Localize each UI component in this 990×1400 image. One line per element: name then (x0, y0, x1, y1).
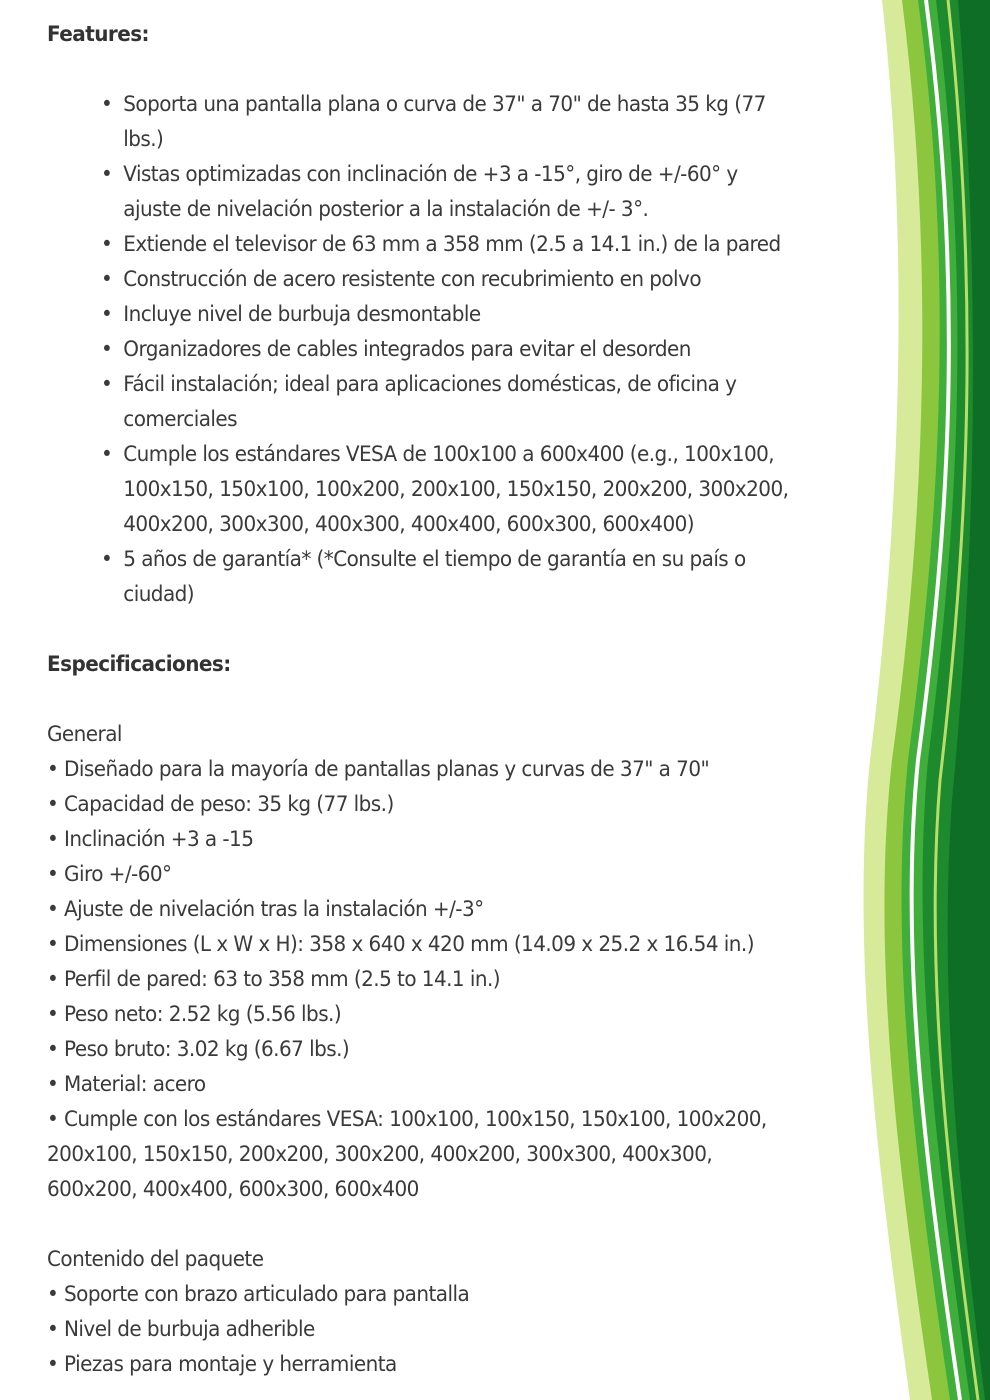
spacer (47, 682, 800, 717)
list-item: • Soporta una pantalla plana o curva de 37" a 70" de hasta 35 kg (77 lbs.) (101, 87, 800, 157)
list-item: • Vistas optimizadas con inclinación de +3 a -15°, giro de +/-60° y ajuste de nivelación posterior a la instalación de +/- 3°. (101, 157, 800, 227)
list-item: • Ajuste de nivelación tras la instalación +/-3° (47, 897, 484, 922)
list-item: • Cumple con los estándares VESA: 100x100, 100x150, 150x100, 100x200, 200x100, 150x150, 200x200, 300x200, 400x200, 300x300, 400x300, 600x200, 400x400, 600x300, 600x400 (47, 1107, 767, 1202)
list-item: • Peso neto: 2.52 kg (5.56 lbs.) (47, 1002, 342, 1027)
list-item: • Nivel de burbuja adherible (47, 1317, 315, 1342)
list-item: • Inclinación +3 a -15 (47, 827, 254, 852)
list-item: • 5 años de garantía* (*Consulte el tiempo de garantía en su país o ciudad) (101, 542, 800, 612)
list-item: • Extiende el televisor de 63 mm a 358 mm (2.5 a 14.1 in.) de la pared (101, 227, 800, 262)
list-item: • Perfil de pared: 63 to 358 mm (2.5 to 14.1 in.) (47, 967, 501, 992)
list-item: • Cumple los estándares VESA de 100x100 a 600x400 (e.g., 100x100, 100x150, 150x100, 100x200, 200x100, 150x150, 200x200, 300x200, 400x200, 300x300, 400x300, 400x400, 600x300, 600x400) (101, 437, 800, 542)
list-item: • Diseñado para la mayoría de pantallas planas y curvas de 37" a 70" (47, 757, 710, 782)
list-item: • Fácil instalación; ideal para aplicaciones domésticas, de oficina y comerciales (101, 367, 800, 437)
features-heading: Features: (47, 22, 149, 47)
bullet-icon: • (100, 267, 113, 292)
bullet-icon: • (100, 302, 113, 327)
list-item: • Capacidad de peso: 35 kg (77 lbs.) (47, 792, 394, 817)
list-item: • Construcción de acero resistente con recubrimiento en polvo (101, 262, 800, 297)
package-content-list (47, 1277, 800, 1382)
bullet-icon: • (100, 337, 113, 362)
list-item: • Piezas para montaje y herramienta (47, 1352, 397, 1377)
list-item: • Incluye nivel de burbuja desmontable (101, 297, 800, 332)
bullet-icon: • (100, 232, 113, 257)
package-subheading: Contenido del paquete (47, 1247, 264, 1272)
list-item: • Peso bruto: 3.02 kg (6.67 lbs.) (47, 1037, 350, 1062)
general-spec-list (47, 752, 800, 1207)
list-item: • Material: acero (47, 1072, 206, 1097)
general-subheading: General (47, 722, 122, 747)
bullet-icon: • (100, 162, 113, 187)
bullet-icon: • (100, 92, 113, 117)
spacer (47, 612, 800, 647)
list-item: • Organizadores de cables integrados para evitar el desorden (101, 332, 800, 367)
list-item: • Dimensiones (L x W x H): 358 x 640 x 420 mm (14.09 x 25.2 x 16.54 in.) (47, 932, 754, 957)
bullet-icon: • (100, 547, 113, 572)
list-item: • Soporte con brazo articulado para pantalla (47, 1282, 470, 1307)
list-item: • Giro +/-60° (47, 862, 172, 887)
specs-heading: Especificaciones: (47, 652, 231, 677)
content-column (47, 17, 800, 1382)
bullet-icon: • (100, 442, 113, 467)
bullet-icon: • (100, 372, 113, 397)
green-wave-decoration (840, 0, 990, 1400)
spacer (47, 1207, 800, 1242)
features-list (47, 87, 800, 612)
